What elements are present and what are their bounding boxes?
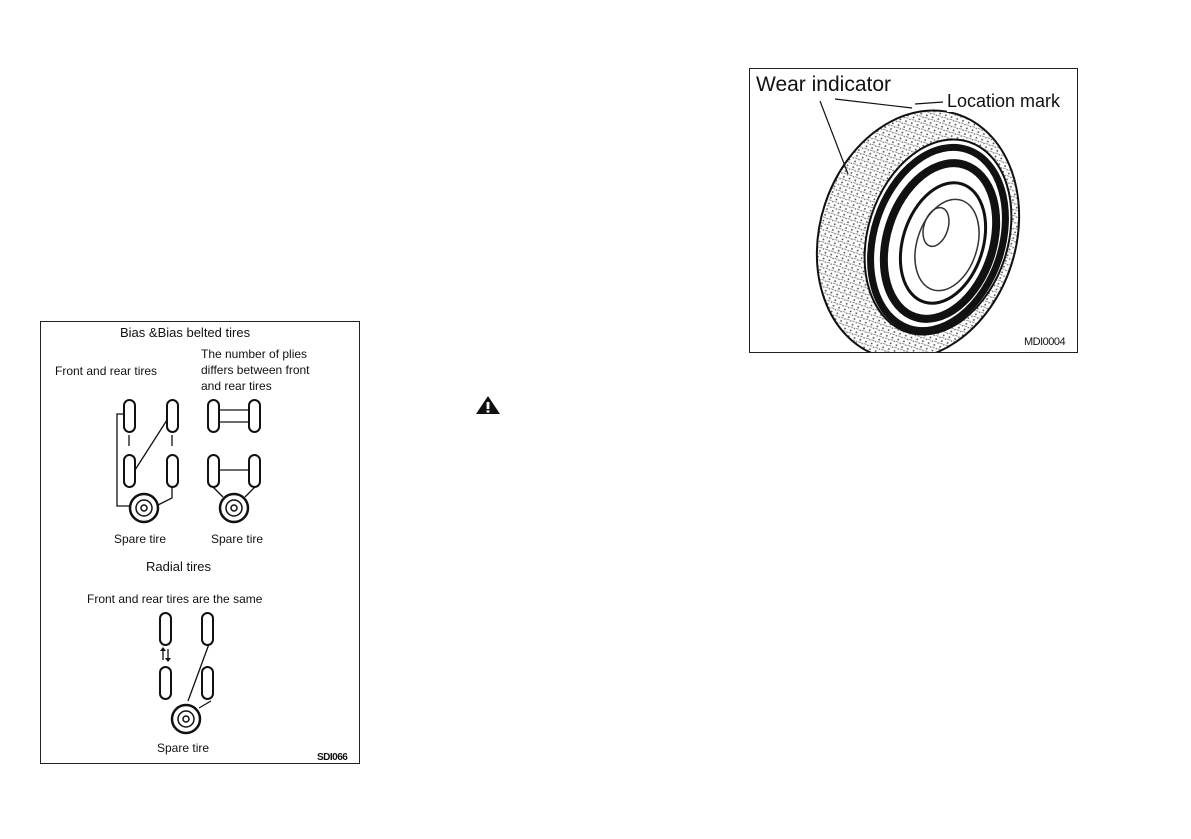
tire-rear-right-2 (249, 455, 260, 487)
tire-rotation-diagram (41, 322, 359, 763)
tire-rear-right (167, 455, 178, 487)
plies-note-line-2: differs between front (201, 363, 310, 377)
tire-rear-left (124, 455, 135, 487)
tire-front-right (167, 400, 178, 432)
plies-note-line-1: The number of plies (201, 347, 308, 361)
radial-title: Radial tires (146, 559, 212, 574)
plies-note-line-3: and rear tires (201, 379, 272, 393)
warning-triangle-icon (474, 394, 502, 416)
tire-wear-figure (749, 68, 1078, 353)
arrow-heads (160, 647, 171, 662)
tire-rotation-figure (40, 321, 360, 764)
spare-tire-label-3: Spare tire (157, 741, 210, 755)
tire-front-left (124, 400, 135, 432)
spare-tire-label-1: Spare tire (114, 532, 167, 546)
radial-tire-rear-left (160, 667, 171, 699)
radial-tire-rear-right (202, 667, 213, 699)
spare-tire-label-2: Spare tire (211, 532, 264, 546)
radial-tire-front-right (202, 613, 213, 645)
radial-tire-front-left (160, 613, 171, 645)
wear-indicator-label: Wear indicator (756, 73, 892, 96)
tire-front-right-2 (249, 400, 260, 432)
figure-code: SDI066 (317, 752, 348, 763)
front-rear-label: Front and rear tires (55, 364, 158, 378)
bias-title: Bias &Bias belted tires (120, 325, 251, 340)
same-note: Front and rear tires are the same (87, 592, 263, 606)
location-mark-label: Location mark (947, 91, 1061, 111)
tire-rear-left-2 (208, 455, 219, 487)
figure-code: MDI0004 (1024, 336, 1066, 348)
tire-front-left-2 (208, 400, 219, 432)
